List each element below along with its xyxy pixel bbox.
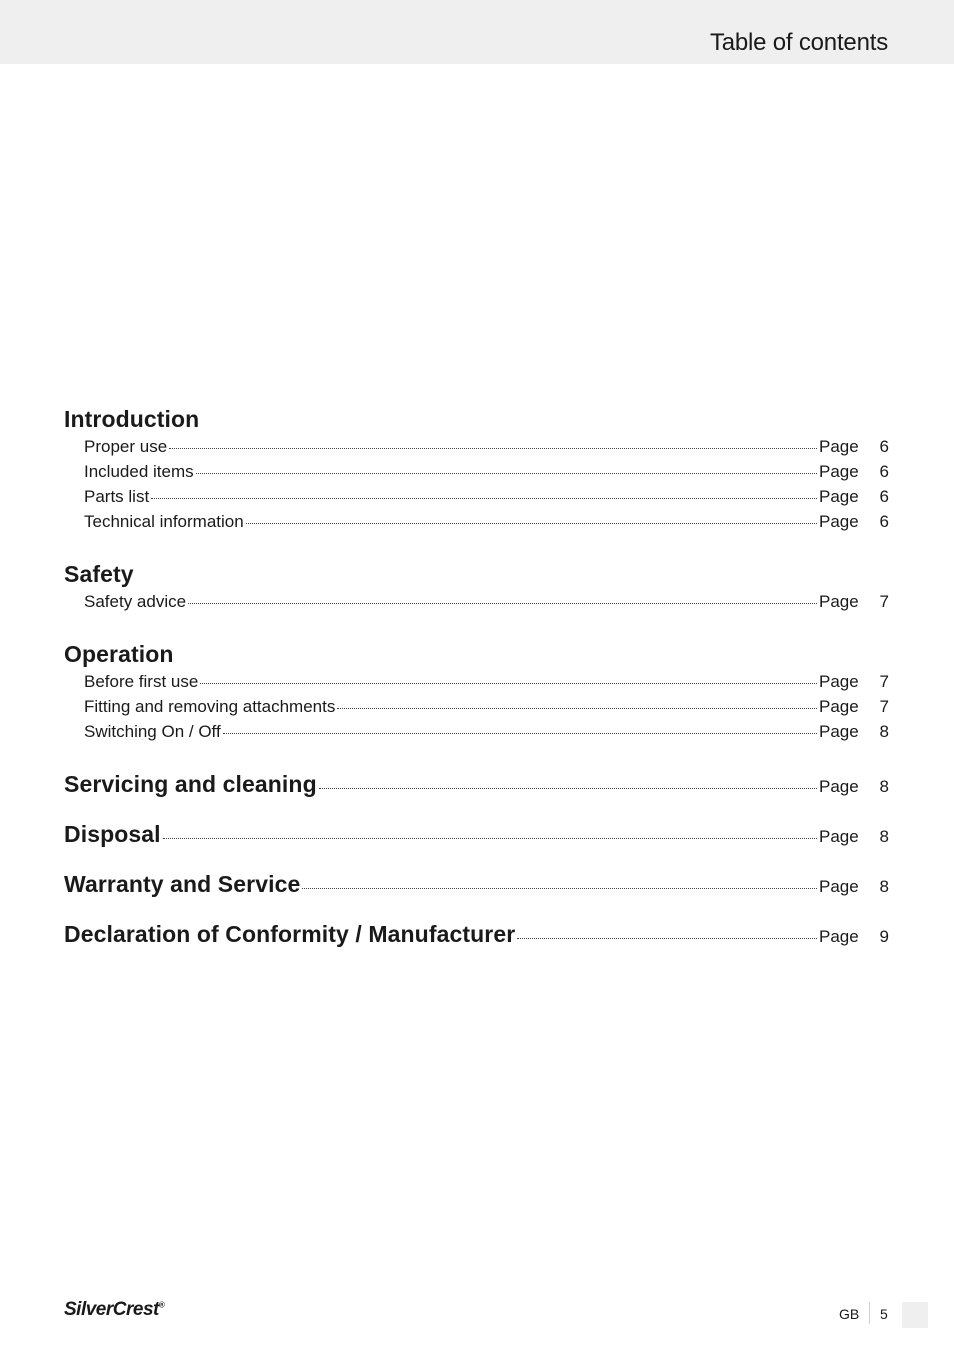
page-word: Page xyxy=(819,462,859,481)
dot-leader xyxy=(319,788,817,789)
toc-entry-proper-use[interactable] xyxy=(64,434,889,459)
toc-entry-parts-list[interactable] xyxy=(64,484,889,509)
entry-label: Disposal xyxy=(64,821,161,847)
dot-leader xyxy=(337,708,817,709)
page-number: 6 xyxy=(879,437,889,456)
page-number: 8 xyxy=(879,827,889,846)
page-word: Page xyxy=(819,672,859,691)
dot-leader xyxy=(200,683,817,684)
toc-entry-disposal[interactable] xyxy=(64,819,889,869)
page-number: 7 xyxy=(879,697,889,716)
toc-entry-before-first-use[interactable] xyxy=(64,669,889,694)
entry-label: Servicing and cleaning xyxy=(64,771,317,797)
toc-section-introduction xyxy=(64,404,889,534)
footer-page-number: 5 xyxy=(880,1306,888,1322)
dot-leader xyxy=(246,523,817,524)
brand-name: SilverCrest xyxy=(64,1299,159,1320)
dot-leader xyxy=(302,888,817,889)
entry-label: Safety advice xyxy=(84,592,187,611)
section-title: Operation xyxy=(64,641,174,667)
entry-label: Proper use xyxy=(84,437,168,456)
toc-entry-switching-on-off[interactable] xyxy=(64,719,889,744)
toc-entry-technical-information[interactable] xyxy=(64,509,889,534)
page-word: Page xyxy=(819,697,859,716)
entry-label: Parts list xyxy=(84,487,150,506)
page-number: 8 xyxy=(879,777,889,796)
spacer xyxy=(64,534,889,559)
page-word: Page xyxy=(819,512,859,531)
entry-label: Warranty and Service xyxy=(64,871,301,897)
page-word: Page xyxy=(819,927,859,946)
dot-leader xyxy=(163,838,817,839)
page-number: 8 xyxy=(879,722,889,741)
language-code: GB xyxy=(839,1306,860,1322)
registered-mark: ® xyxy=(158,1300,165,1310)
entry-label: Switching On / Off xyxy=(84,722,221,741)
toc-entry-safety-advice[interactable] xyxy=(64,589,889,614)
page-number: 7 xyxy=(879,592,889,611)
spacer xyxy=(64,744,889,769)
section-title: Safety xyxy=(64,561,134,587)
dot-leader xyxy=(196,473,817,474)
dot-leader xyxy=(169,448,817,449)
brand-logo xyxy=(64,1299,164,1321)
toc-section-operation xyxy=(64,639,889,744)
page-number: 9 xyxy=(879,927,889,946)
table-of-contents xyxy=(64,404,889,969)
dot-leader xyxy=(151,498,817,499)
dot-leader xyxy=(223,733,817,734)
toc-entry-declaration-conformity[interactable] xyxy=(64,919,889,969)
footer-tab-marker xyxy=(902,1302,928,1328)
page-word: Page xyxy=(819,437,859,456)
toc-entry-fitting-removing-attachments[interactable] xyxy=(64,694,889,719)
spacer xyxy=(64,614,889,639)
page-number: 6 xyxy=(879,462,889,481)
page-word: Page xyxy=(819,877,859,896)
page-word: Page xyxy=(819,777,859,796)
entry-label: Declaration of Conformity / Manufacturer xyxy=(64,921,516,947)
dot-leader xyxy=(517,938,817,939)
page-number: 7 xyxy=(879,672,889,691)
page-word: Page xyxy=(819,827,859,846)
toc-entry-warranty-service[interactable] xyxy=(64,869,889,919)
footer-divider xyxy=(869,1302,870,1324)
dot-leader xyxy=(188,603,817,604)
entry-label: Included items xyxy=(84,462,194,481)
section-title: Introduction xyxy=(64,406,200,432)
page-word: Page xyxy=(819,592,859,611)
entry-label: Fitting and removing attachments xyxy=(84,697,336,716)
toc-entry-included-items[interactable] xyxy=(64,459,889,484)
entry-label: Before first use xyxy=(84,672,199,691)
page-title: Table of contents xyxy=(709,29,888,56)
entry-label: Technical information xyxy=(84,512,244,531)
toc-section-safety xyxy=(64,559,889,614)
page-number: 6 xyxy=(879,512,889,531)
page-number: 6 xyxy=(879,487,889,506)
toc-entry-servicing-cleaning[interactable] xyxy=(64,769,889,819)
page-number: 8 xyxy=(879,877,889,896)
page-word: Page xyxy=(819,722,859,741)
page-word: Page xyxy=(819,487,859,506)
